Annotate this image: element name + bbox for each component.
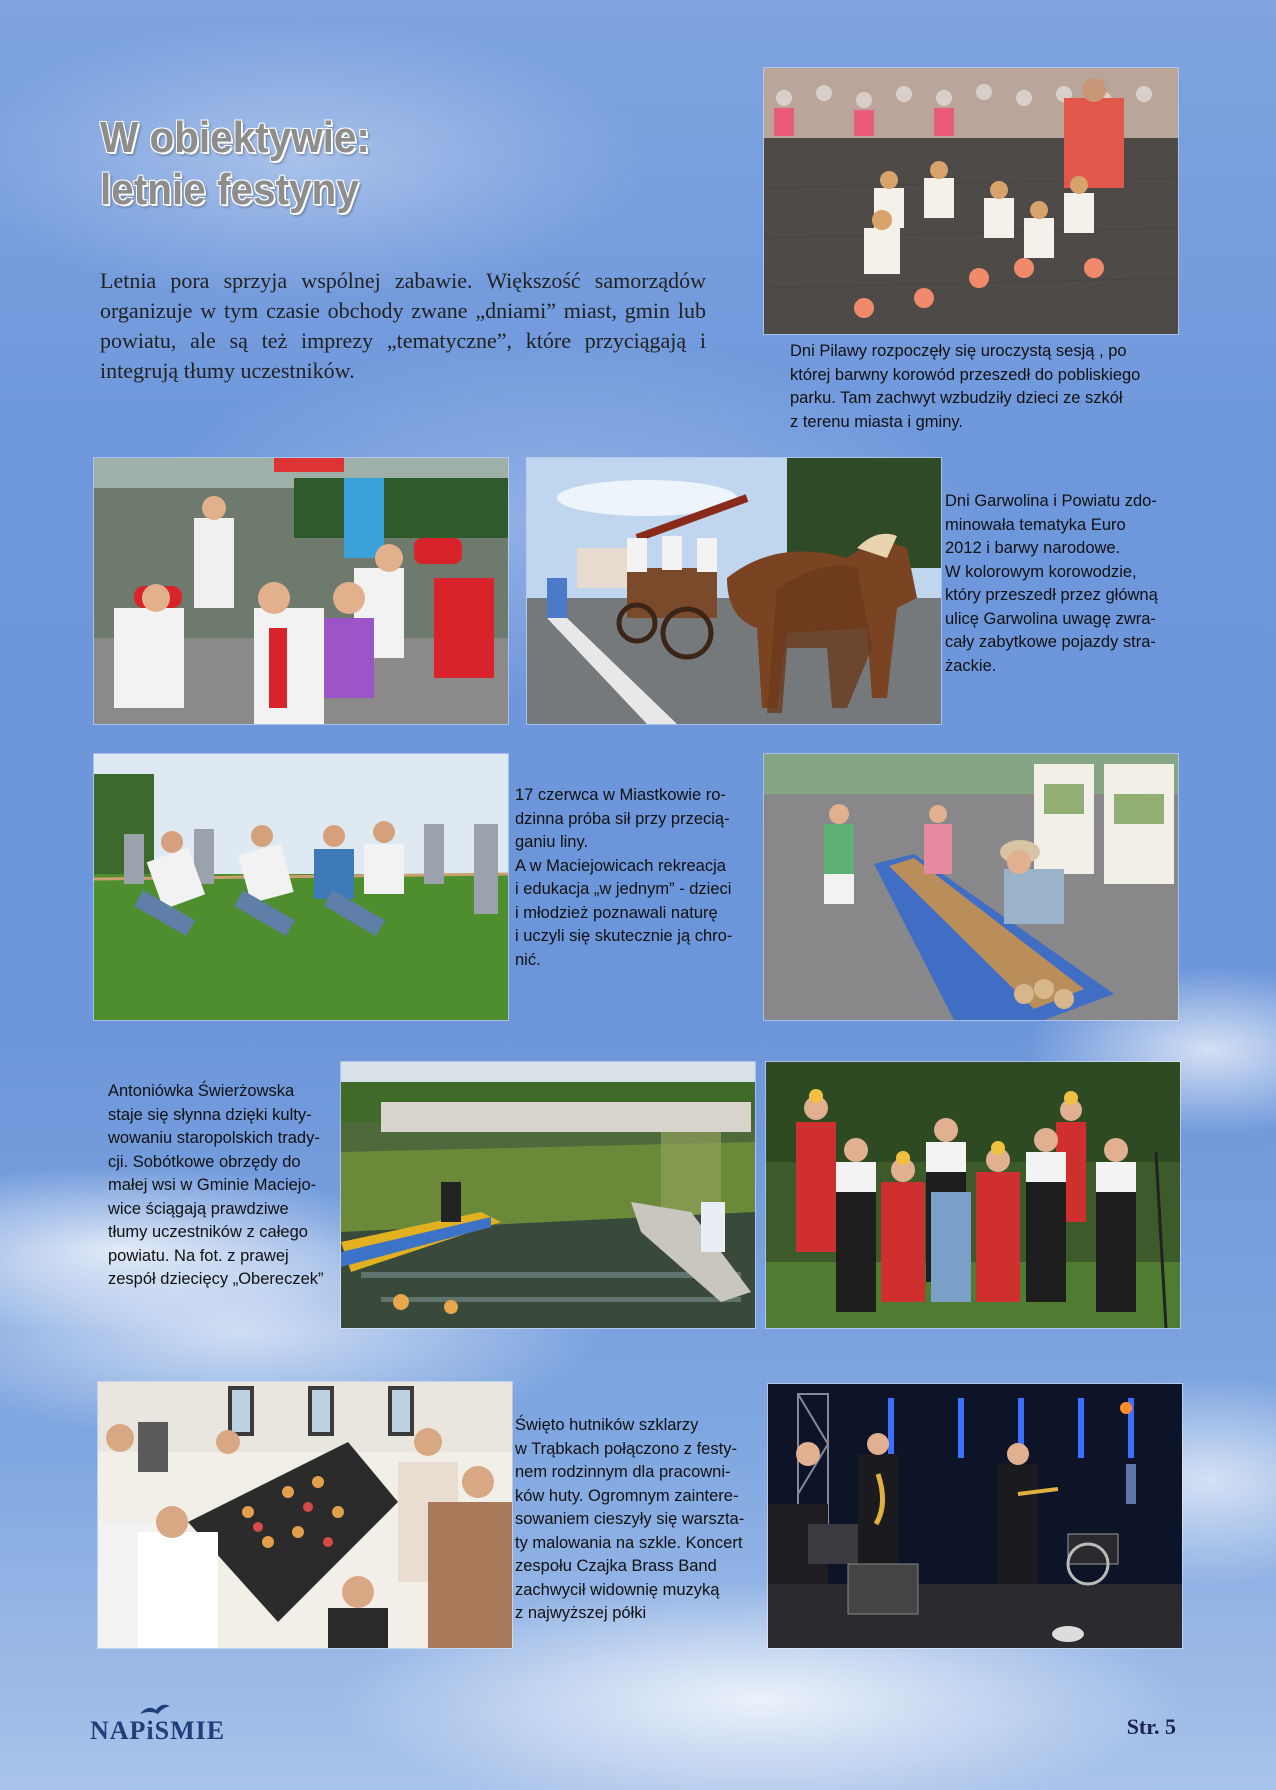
photo-obereczek-folk-group	[766, 1062, 1180, 1328]
article-intro: Letnia pora sprzyja wspólnej zabawie. Większość samorządów organizuje w tym czasie obchody zwane „dniami” miast, gmin lub powiatu, ale są też imprezy „tematyczne”, które przyciągają i integrują tłumy uczestników.	[100, 268, 706, 383]
photo-garwolin-euro-crowd	[94, 458, 508, 724]
caption-miastkow: 17 czerwca w Miastkowie ro- dzinna próba sił przy przecią- ganiu liny. A w Maciejowicach rekreacja i edukacja „w jednym” - dzieci i młodzież poznawali naturę i uczyli się skutecznie ją chro- nić.	[515, 786, 733, 969]
article-title-line1: W obiektywie:	[100, 113, 370, 162]
caption-pilawa: Dni Pilawy rozpoczęły się uroczystą sesją , po której barwny korowód przeszedł do pobliskiego parku. Tam zachwyt wzbudziły dzieci ze szkół z terenu miasta i gminy.	[790, 342, 1141, 431]
article-title	[100, 112, 370, 216]
caption-trabki: Święto hutników szklarzy w Trąbkach połączono z festy- nem rodzinnym dla pracowni- ków huty. Ogromnym zaintere- sowaniem cieszyły się warszta- ty malowania na szkle. Koncert zespołu Czajka Brass Band zachwycił widownię muzyką z najwyższej półki	[515, 1416, 745, 1622]
caption-garwolin: Dni Garwolina i Powiatu zdo- minowała tematyka Euro 2012 i barwy narodowe. W kolorowym korowodzie, który przeszedł przez główną ulicę Garwolina uwagę zwra- cały zabytkowe pojazdy stra- żackie.	[945, 492, 1158, 675]
photo-pilawa-dancing-children	[764, 68, 1178, 334]
page-number: Str. 5	[1126, 1714, 1176, 1739]
magazine-logo: NAPiSMIE	[90, 1716, 226, 1745]
photo-garwolin-fire-carriage	[527, 458, 941, 724]
photo-antoniowka-river-boats	[341, 1062, 755, 1328]
photo-miastkow-tug-of-war	[94, 754, 508, 1020]
photo-czajka-brass-band-concert	[768, 1384, 1182, 1648]
photo-maciejowice-nature-path	[764, 754, 1178, 1020]
caption-antoniowka: Antoniówka Świerżowska staje się słynna dzięki kulty- wowaniu staropolskich trady- cji. Sobótkowe obrzędy do małej wsi w Gminie Maciejo- wice ściągają prawdziwe tłumy uczestników z całego powiatu. Na fot. z prawej zespół dziecięcy „Obereczek”	[108, 1082, 324, 1288]
photo-trabki-glass-painting	[98, 1382, 512, 1648]
article-title-line2: letnie festyny	[100, 165, 359, 214]
